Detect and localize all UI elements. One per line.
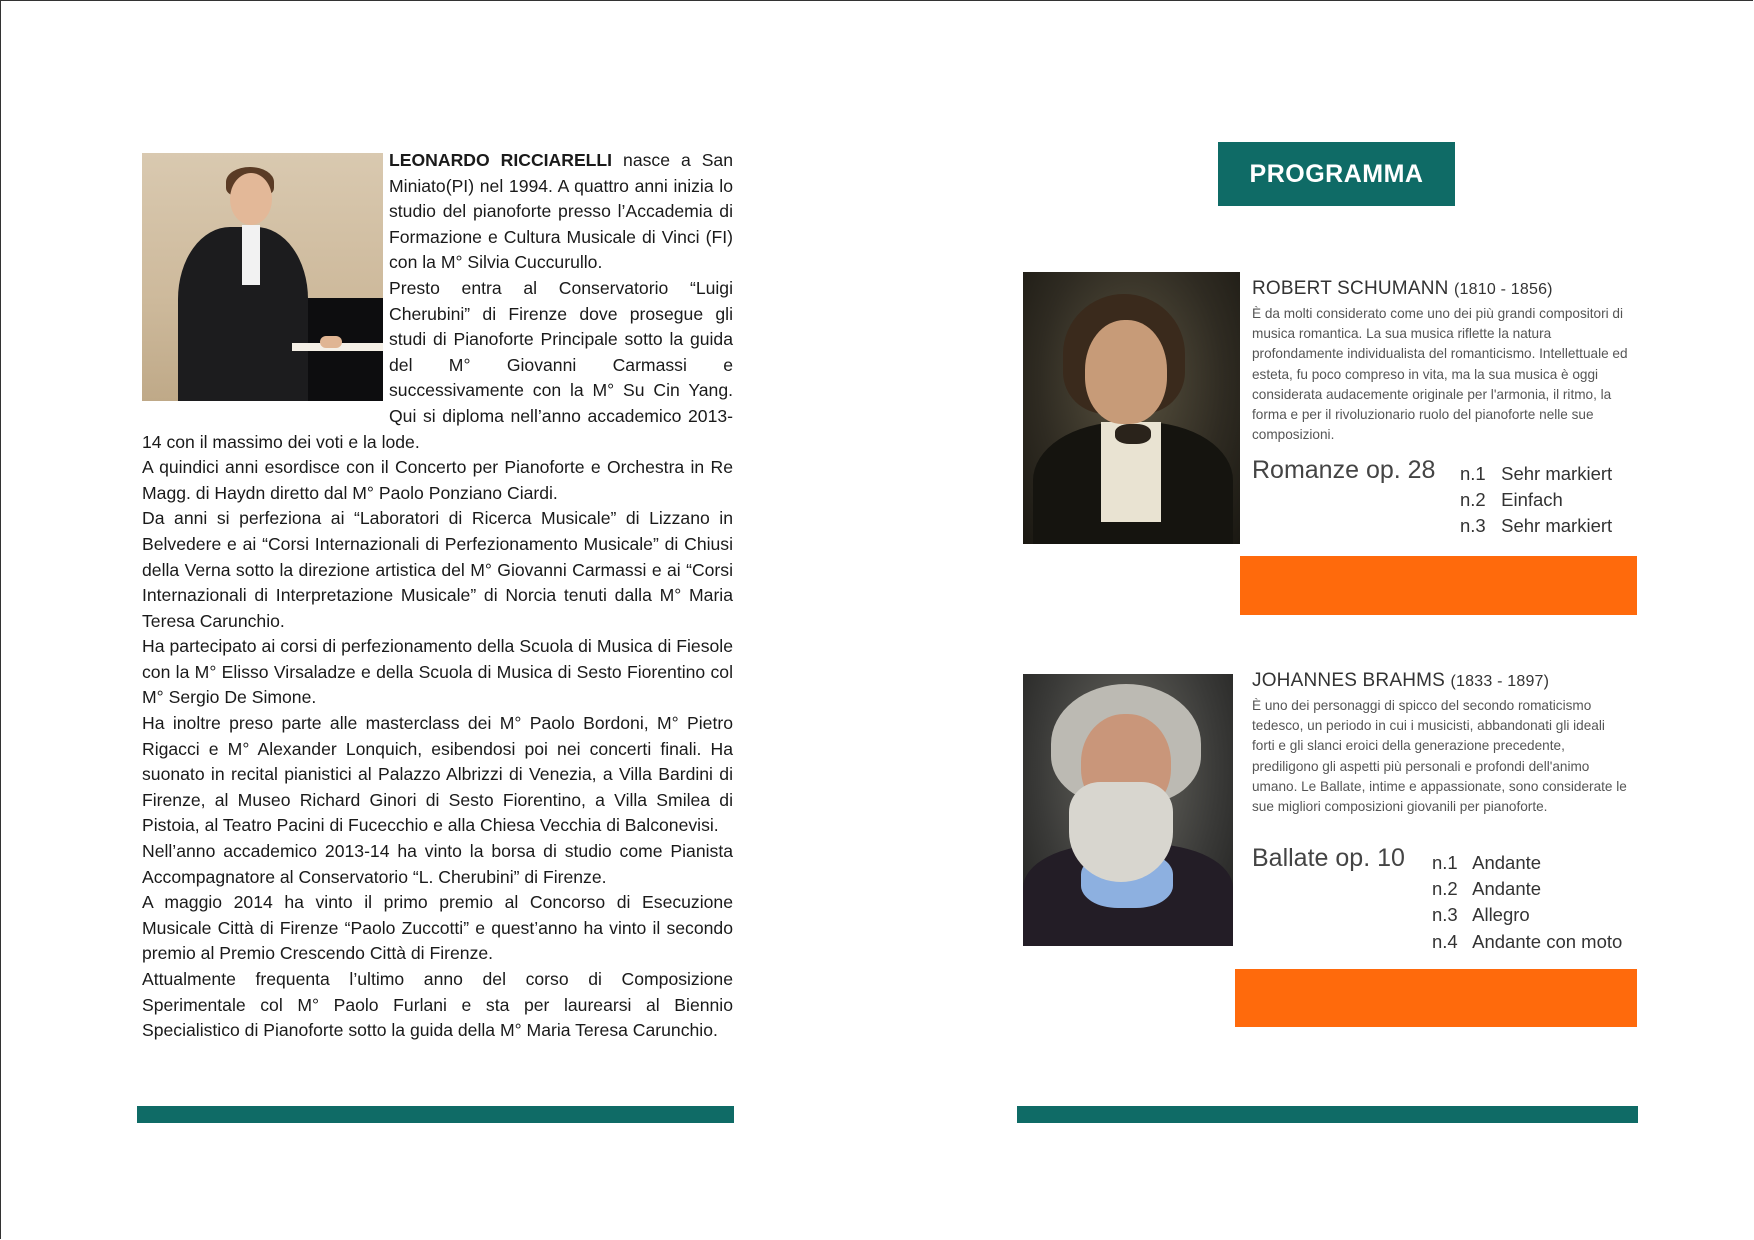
list-item: n.1 Sehr markiert — [1460, 463, 1613, 484]
composer-name: ROBERT SCHUMANN (1810 - 1856) — [1252, 278, 1553, 299]
bio-paragraph: Ha inoltre preso parte alle masterclass dei M° Paolo Bordoni, M° Pietro Rigacci e M° Alexander Lonquich, esibendosi poi nei concerti finali. Ha suonato in recital pianistici al Palazzo Albrizzi di Venezia, a Villa Bardini di Firenze, al Museo Richard Ginori di Sesto Fiorentino, a Villa Smilea di Pistoia, al Teatro Pacini di Fucecchio e alla Chiesa Vecchia di Balconevisi. — [142, 713, 733, 836]
pianist-name: LEONARDO RICCIARELLI — [389, 150, 613, 170]
schumann-portrait — [1023, 272, 1240, 544]
brahms-portrait — [1023, 674, 1233, 946]
pianist-photo — [142, 153, 383, 401]
piece-list — [1432, 850, 1622, 955]
schumann-orange-bar — [1240, 556, 1637, 615]
list-item: n.1 Andante — [1432, 852, 1542, 873]
bio-paragraph: Da anni si perfeziona ai “Laboratori di Ricerca Musicale” di Lizzano in Belvedere e ai “Corsi Internazionali di Perfezionamento Musicale” di Chiusi della Verna sotto la direzione artistica del M° Giovanni Carmassi e ai “Corsi Internazionali di Interpretazione Musicale” di Norcia tenuti dalla M° Maria Teresa Carunchio. — [142, 508, 733, 631]
list-item: n.3 Allegro — [1432, 904, 1530, 926]
right-divider-bar — [1017, 1106, 1638, 1123]
program-title: PROGRAMMA — [1218, 142, 1455, 206]
list-item: n.2 Einfach — [1460, 489, 1563, 511]
bio-paragraph: Ha partecipato ai corsi di perfezionamento della Scuola di Musica di Fiesole con la M° Elisso Virsaladze e della Scuola di Musica di Sesto Fiorentino col M° Sergio De Simone. — [142, 636, 733, 708]
composer-name: JOHANNES BRAHMS (1833 - 1897) — [1252, 670, 1550, 691]
bio-paragraph: Nell’anno accademico 2013-14 ha vinto la borsa di studio come Pianista Accompagnatore al Conservatorio “L. Cherubini” di Firenze. — [142, 841, 733, 887]
bio-paragraph: A maggio 2014 ha vinto il primo premio al Concorso di Esecuzione Musicale Città di Firenze “Paolo Zuccotti” e quest’anno ha vinto il secondo premio al Premio Crescendo Città di Firenze. — [142, 892, 733, 964]
bio-paragraph: Attualmente frequenta l’ultimo anno del corso di Composizione Sperimentale col M° Paolo Furlani e sta per laurearsi al Biennio Specialistico di Pianoforte sotto la guida della M° Maria Teresa Carunchio. — [142, 969, 733, 1041]
composer-description: È uno dei personaggi di spicco del secondo romaticismo tedesco, un periodo in cui i musicisti, abbandonati gli ideali forti e gli slanci eroici della generazione precedente, prediligono gli aspetti più personali e profondi dell'animo umano. Le Ballate, intime e appassionate, sono considerate le sue migliori composizioni giovanili per pianoforte. — [1252, 698, 1627, 815]
composer-description: È da molti considerato come uno dei più grandi compositori di musica romantica. La sua musica riflette la natura profondamente individualista del romanticismo. Intellettuale ed esteta, fu poco compreso in vita, ma la sua musica è oggi considerata audacemente originale per l'armonia, il ritmo, la forma e per il rivoluzionario ruolo del pianoforte nelle sue composizioni. — [1252, 306, 1628, 443]
list-item: n.3 Sehr markiert — [1460, 515, 1613, 537]
list-item: n.2 Andante — [1432, 878, 1542, 900]
left-divider-bar — [137, 1106, 734, 1123]
bio-paragraph: Presto entra al Conservatorio “Luigi Cherubini” di Firenze dove prosegue gli studi di Pianoforte Principale sotto la guida del M° Giovanni Carmassi e successivamente con la M° Su Cin Yang. Qui si diploma nell’anno accademico 2013-14 con il massimo dei voti e la lode. — [142, 277, 733, 452]
piece-list — [1460, 461, 1612, 540]
brahms-orange-bar — [1235, 969, 1637, 1027]
bio-paragraph: A quindici anni esordisce con il Concerto per Pianoforte e Orchestra in Re Magg. di Haydn diretto dal M° Paolo Ponziano Ciardi. — [142, 457, 733, 503]
list-item: n.4 Andante con moto — [1432, 930, 1623, 952]
work-title: Romanze op. 28 — [1252, 456, 1436, 484]
bio-intro: LEONARDO RICCIARELLI nasce a San Miniato(PI) nel 1994. A quattro anni inizia lo studio del pianoforte presso l’Accademia di Formazione e Cultura Musicale di Vinci (FI) con la M° Silvia Cuccurullo. — [389, 150, 733, 273]
work-title: Ballate op. 10 — [1252, 844, 1405, 872]
biography — [142, 148, 733, 1044]
